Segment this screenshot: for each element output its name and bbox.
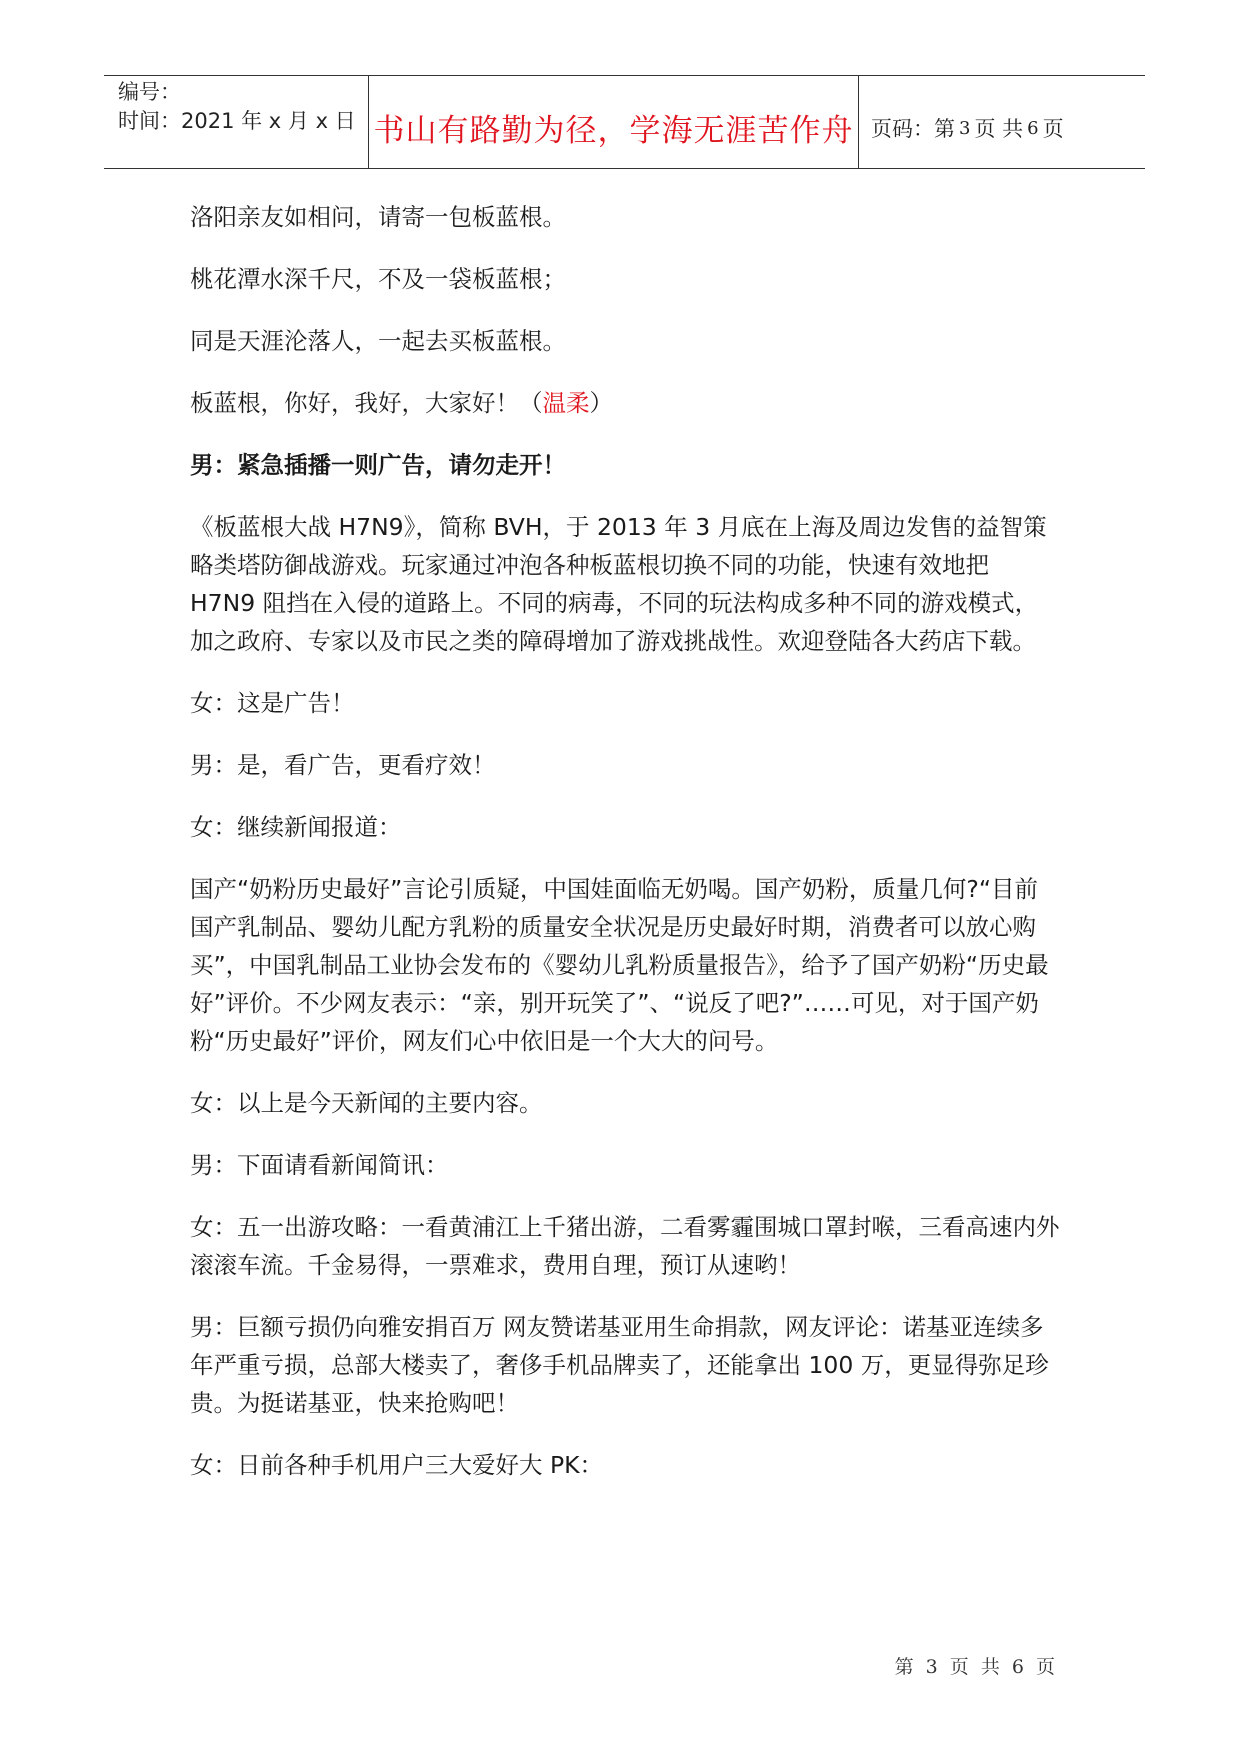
paragraph: 男：是，看广告，更看疗效！ <box>190 751 496 779</box>
paragraph: 女：五一出游攻略：一看黄浦江上千猪出游，二看雾霾围城口罩封喉，三看高速内外滚滚车流。千金易得，一票难求，费用自理，预订从速哟！ <box>190 1213 1060 1279</box>
page-header <box>104 75 1145 169</box>
paragraph: 洛阳亲友如相问，请寄一包板蓝根。 <box>190 203 566 231</box>
header-page-cell <box>859 76 1145 168</box>
paragraph-text: 板蓝根，你好，我好，大家好！（ <box>190 389 543 417</box>
header-motto-cell <box>369 76 859 168</box>
bold-announcement: 男：紧急插播一则广告，请勿走开！ <box>190 451 566 479</box>
document-number-label: 编号： <box>118 80 181 104</box>
paragraph: 国产“奶粉历史最好”言论引质疑，中国娃面临无奶喝。国产奶粉，质量几何?“目前国产乳制品、婴幼儿配方乳粉的质量安全状况是历史最好时期，消费者可以放心购买”，中国乳制品工业协会发布的《婴幼儿乳粉质量报告》，给予了国产奶粉“历史最好”评价。不少网友表示：“亲，别开玩笑了”、“说反了吧?”……可见，对于国产奶粉“历史最好”评价，网友们心中依旧是一个大大的问号。 <box>190 875 1049 1055</box>
paragraph: 女：以上是今天新闻的主要内容。 <box>190 1089 543 1117</box>
stage-direction-note: 温柔 <box>542 389 590 417</box>
header-motto: 书山有路勤为径，学海无涯苦作舟 <box>373 112 854 149</box>
paragraph: 同是天涯沦落人，一起去买板蓝根。 <box>190 327 566 355</box>
page-prefix: 页码：第 <box>871 117 955 141</box>
paragraph: 《板蓝根大战 H7N9》，简称 BVH，于 2013 年 3 月底在上海及周边发售的益智策略类塔防御战游戏。玩家通过冲泡各种板蓝根切换不同的功能，快速有效地把 H7N9 阻挡在入侵的道路上。不同的病毒，不同的玩法构成多种不同的游戏模式，加之政府、专家以及市民之类的障碍增加了游戏挑战性。欢迎登陆各大药店下载。 <box>190 513 1047 655</box>
paragraph: 男：下面请看新闻简讯： <box>190 1151 449 1179</box>
paragraph: 女：日前各种手机用户三大爱好大 PK： <box>190 1451 604 1479</box>
paragraph: 男：巨额亏损仍向雅安捐百万 网友赞诺基亚用生命捐款，网友评论：诺基亚连续多年严重亏损，总部大楼卖了，奢侈手机品牌卖了，还能拿出 100 万，更显得弥足珍贵。为挺诺基亚，快来抢购吧！ <box>190 1313 1049 1417</box>
paragraph: 女：继续新闻报道： <box>190 813 402 841</box>
document-body <box>190 198 1060 1508</box>
document-time-label: 时间：2021 年 x 月 x 日 <box>118 109 356 133</box>
page-suffix: 页 <box>1042 117 1064 141</box>
paragraph: 女：这是广告！ <box>190 689 355 717</box>
header-meta-cell <box>104 76 369 168</box>
paragraph-text-end: ） <box>589 389 613 417</box>
paragraph-with-note <box>190 384 1060 422</box>
page-total-number: 6 <box>1027 117 1039 139</box>
paragraph: 桃花潭水深千尺，不及一袋板蓝根； <box>190 265 566 293</box>
page-footer: 第 3 页 共 6 页 <box>894 1656 1055 1678</box>
page-mid: 页 共 <box>974 117 1024 141</box>
page-current-number: 3 <box>959 117 971 139</box>
